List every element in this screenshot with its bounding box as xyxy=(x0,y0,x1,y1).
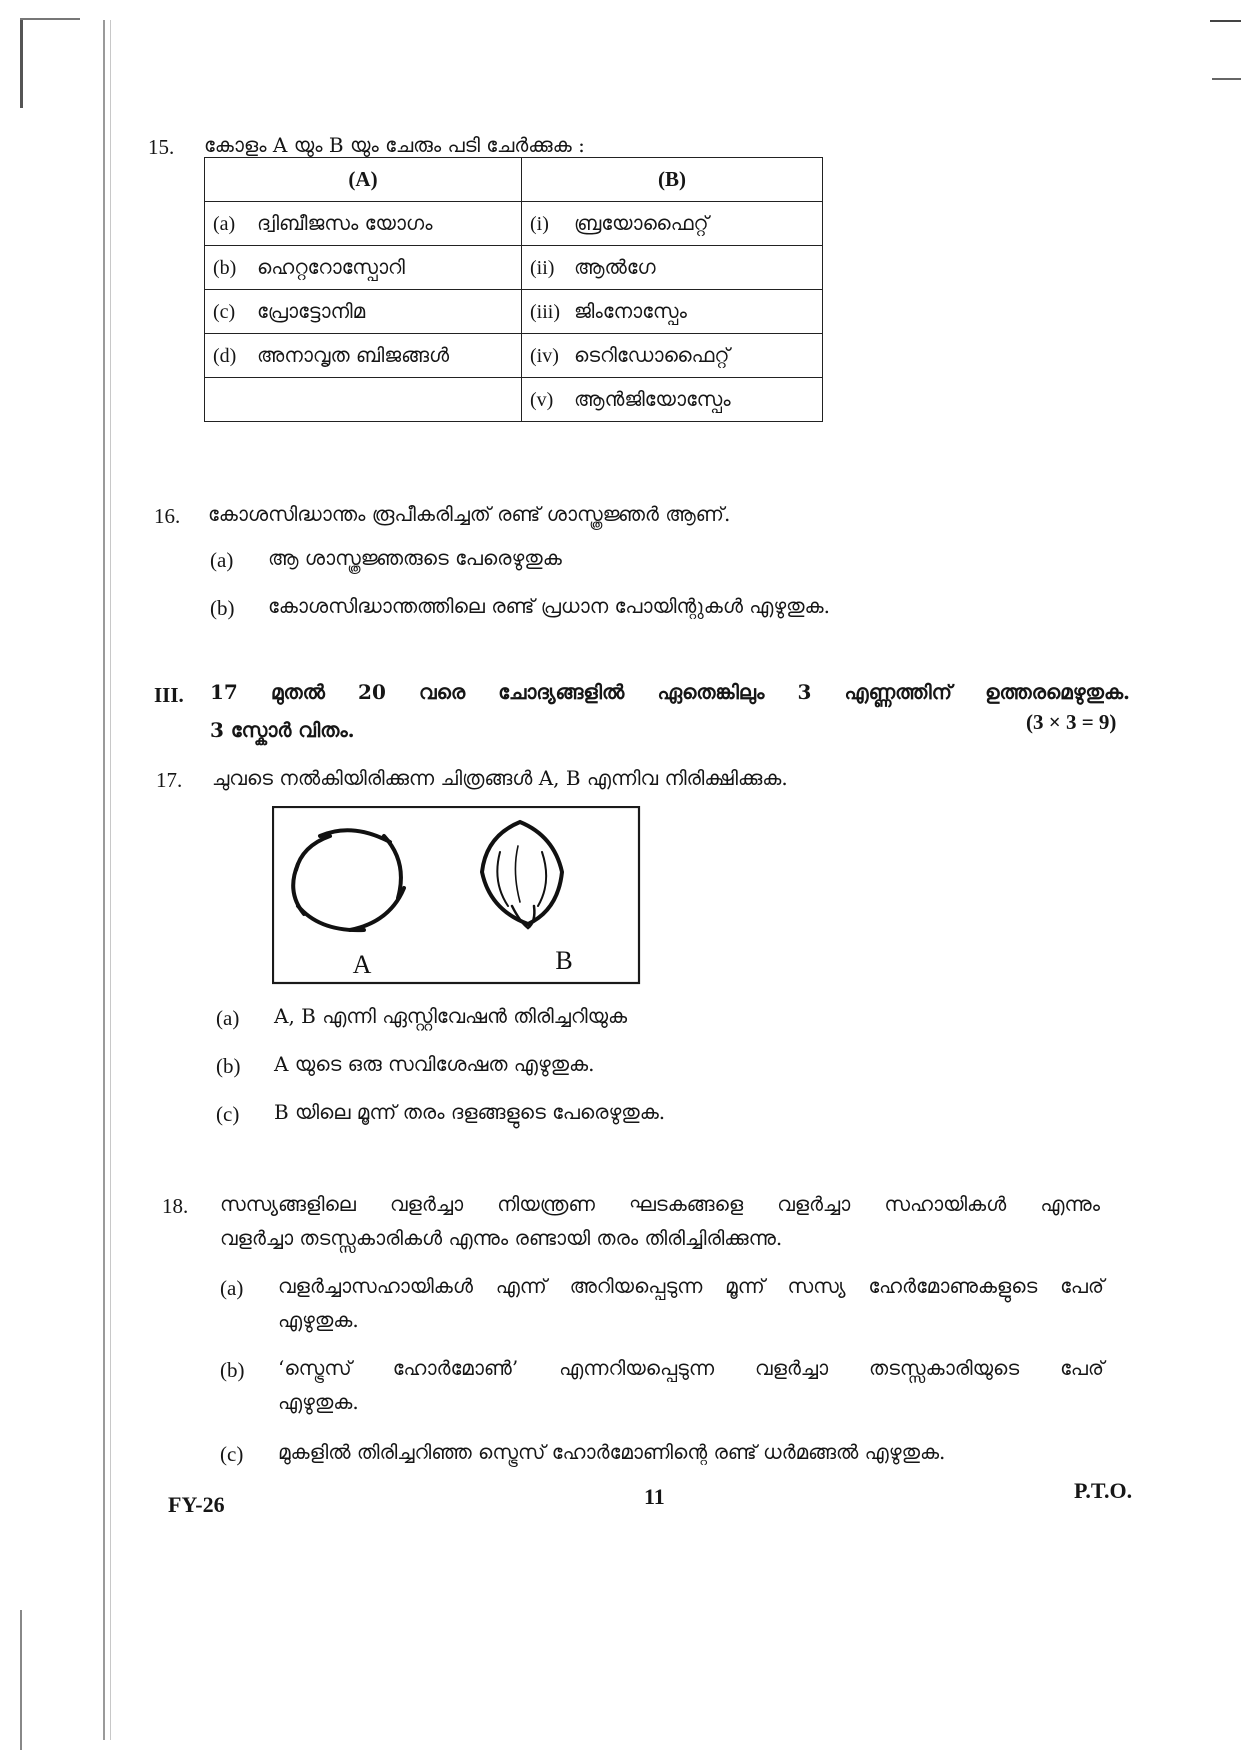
binding-margin-line-2 xyxy=(110,20,111,1740)
q16-part-text: ആ ശാസ്ത്രജ്ഞരുടെ പേരെഴുതുക xyxy=(268,546,562,570)
figure-a-valvate xyxy=(293,830,404,930)
cell-text: ടെറിഡോഫൈറ്റ് xyxy=(574,343,730,367)
table-row xyxy=(205,246,823,290)
pto-note: P.T.O. xyxy=(1074,1478,1133,1503)
table-row xyxy=(205,378,823,422)
edge-mark-top-right-2 xyxy=(1212,78,1241,80)
q18-part-label: (c) xyxy=(220,1442,244,1466)
cell-label: (c) xyxy=(213,301,236,323)
cell-label: (b) xyxy=(213,257,237,279)
q16-part-label: (a) xyxy=(210,548,234,572)
column-b-cell xyxy=(522,202,823,246)
column-b-header: (B) xyxy=(522,158,823,202)
table-row xyxy=(205,202,823,246)
q17-part-text: B യിലെ മൂന്ന് തരം ദളങ്ങളുടെ പേരെഴുതുക. xyxy=(274,1100,666,1124)
cell-text: അനാവൃത ബിജങ്ങൾ xyxy=(257,343,450,367)
q18-part-label: (b) xyxy=(220,1358,245,1382)
q17-part-text: A യുടെ ഒരു സവിശേഷത എഴുതുക. xyxy=(274,1052,595,1076)
section-marks: (3 × 3 = 9) xyxy=(1026,710,1117,734)
section-number: III. xyxy=(154,683,184,707)
corner-mark-top xyxy=(20,18,80,20)
column-a-cell xyxy=(205,202,522,246)
cell-text: ബ്രയോഫൈറ്റ് xyxy=(574,211,709,235)
table-row xyxy=(205,334,823,378)
q15-number: 15. xyxy=(148,135,175,159)
table-row xyxy=(205,290,823,334)
q16-part-label: (b) xyxy=(210,596,235,620)
column-a-cell xyxy=(205,378,522,422)
page-number: 11 xyxy=(644,1484,665,1509)
column-a-cell xyxy=(205,334,522,378)
column-a-cell xyxy=(205,246,522,290)
q18-part-text-line2: എഴുതുക. xyxy=(278,1390,359,1414)
edge-mark-top-right xyxy=(1210,20,1241,22)
cell-label: (a) xyxy=(213,213,236,235)
q17-number: 17. xyxy=(156,768,183,792)
cell-text: പ്രോട്ടോനിമ xyxy=(257,299,366,323)
aestivation-figure xyxy=(272,806,642,986)
corner-mark xyxy=(20,18,23,108)
q17-part-label: (c) xyxy=(216,1102,240,1126)
figure-b-vexillary xyxy=(482,822,562,928)
q18-part-text-line2: എഴുതുക. xyxy=(278,1308,359,1332)
column-b-cell xyxy=(522,334,823,378)
match-table-header xyxy=(205,158,823,202)
cell-label: (iii) xyxy=(530,301,560,323)
q17-part-label: (a) xyxy=(216,1006,240,1030)
cell-label: (iv) xyxy=(530,345,559,367)
q18-part-text: ‘സ്ട്രെസ് ഹോർമോൺ’ എന്നറിയപ്പെടുന്ന വളർച്ചാ തടസ്സകാരിയുടെ പേര് xyxy=(278,1356,1104,1380)
q17-text: ചുവടെ നൽകിയിരിക്കുന്ന ചിത്രങ്ങൾ A, B എന്നിവ നിരിക്ഷിക്കുക. xyxy=(212,766,788,790)
q18-text: സസ്യങ്ങളിലെ വളർച്ചാ നിയന്ത്രണ ഘടകങ്ങളെ വളർച്ചാ സഹായികൾ എന്നും xyxy=(220,1192,1100,1216)
column-b-cell xyxy=(522,290,823,334)
cell-text: ആൻജിയോസ്പേം xyxy=(574,387,731,411)
figure-label-a: A xyxy=(352,950,372,979)
column-b-cell xyxy=(522,378,823,422)
cell-text: ജിംനോസ്പേം xyxy=(574,299,687,323)
cell-text: ആൽഗേ xyxy=(574,255,656,279)
match-table xyxy=(204,157,823,422)
q17-part-label: (b) xyxy=(216,1054,241,1078)
column-b-cell xyxy=(522,246,823,290)
section-instruction-line2: 3 സ്കോർ വിതം. xyxy=(210,718,355,742)
q18-part-text: വളർച്ചാസഹായികൾ എന്ന് അറിയപ്പെടുന്ന മൂന്ന് സസ്യ ഹേർമോണുകളുടെ പേര് xyxy=(278,1274,1104,1298)
column-a-header: (A) xyxy=(205,158,522,202)
q18-part-label: (a) xyxy=(220,1276,244,1300)
q16-part-text: കോശസിദ്ധാന്തത്തിലെ രണ്ട് പ്രധാന പോയിന്റുകൾ എഴുതുക. xyxy=(268,594,830,618)
cell-text: ഹെറ്ററോസ്പോറി xyxy=(257,255,405,279)
column-a-cell xyxy=(205,290,522,334)
cell-label: (ii) xyxy=(530,257,555,279)
section-instruction: 17 മുതൽ 20 വരെ ചോദ്യങ്ങളിൽ ഏതെങ്കിലും 3 എണ്ണത്തിന് ഉത്തരമെഴുതുക. xyxy=(210,680,1130,704)
cell-label: (i) xyxy=(530,213,549,235)
edge-mark-bottom-left xyxy=(20,1610,22,1750)
q16-number: 16. xyxy=(154,504,181,528)
q15-text: കോളം A യും B യും ചേരും പടി ചേർക്കുക : xyxy=(204,133,585,157)
cell-label: (d) xyxy=(213,345,237,367)
cell-label: (v) xyxy=(530,389,554,411)
figure-label-b: B xyxy=(555,946,573,975)
q18-number: 18. xyxy=(162,1194,189,1218)
q17-part-text: A, B എന്നി ഏസ്റ്റിവേഷൻ തിരിച്ചറിയുക xyxy=(274,1004,628,1028)
q18-text-line2: വളർച്ചാ തടസ്സകാരികൾ എന്നും രണ്ടായി തരം തിരിച്ചിരിക്കുന്നു. xyxy=(220,1226,783,1250)
cell-text: ദ്വിബീജസം യോഗം xyxy=(257,211,433,235)
q18-part-text: മുകളിൽ തിരിച്ചറിഞ്ഞ സ്ട്രെസ് ഹോർമോണിന്റെ രണ്ട് ധർമങ്ങൽ എഴുതുക. xyxy=(278,1440,946,1464)
q16-text: കോശസിദ്ധാന്തം രൂപീകരിച്ചത് രണ്ട് ശാസ്ത്രജ്ഞർ ആണ്. xyxy=(208,502,731,526)
paper-code: FY-26 xyxy=(168,1492,225,1517)
binding-margin-line xyxy=(103,20,105,1740)
